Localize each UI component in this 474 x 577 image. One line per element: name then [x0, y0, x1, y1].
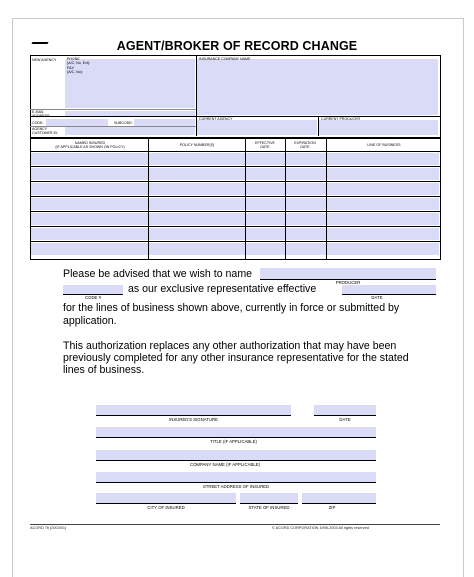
table-col-line	[245, 138, 246, 259]
producer-label: PRODUCER	[335, 280, 361, 285]
table-cell[interactable]	[327, 153, 439, 165]
city-underline	[96, 503, 236, 504]
title-field[interactable]	[96, 427, 376, 437]
divider-line	[318, 116, 319, 136]
city-field[interactable]	[96, 493, 236, 503]
code-field[interactable]	[46, 119, 108, 126]
table-cell[interactable]	[327, 198, 439, 210]
table-cell[interactable]	[149, 153, 245, 165]
table-cell[interactable]	[149, 183, 245, 195]
table-cell[interactable]	[286, 183, 326, 195]
table-cell[interactable]	[246, 198, 285, 210]
insurance-company-name-field[interactable]	[197, 59, 438, 115]
agency-customer-id-label	[32, 127, 58, 135]
table-cell[interactable]	[149, 213, 245, 225]
para1-line1: Please be advised that we wish to name	[63, 268, 253, 280]
table-cell[interactable]	[286, 198, 326, 210]
table-row-line	[30, 166, 440, 167]
table-cell[interactable]	[149, 228, 245, 240]
title-label: TITLE (IF APPLICABLE)	[210, 439, 257, 444]
divider-line	[30, 109, 196, 110]
subcode-label: SUBCODE:	[114, 121, 133, 125]
current-agency-label: CURRENT AGENCY	[199, 117, 233, 121]
state-label: STATE OF INSURED	[248, 505, 290, 510]
zip-label: ZIP	[328, 505, 336, 510]
table-row-line	[30, 211, 440, 212]
new-agency-field[interactable]	[65, 59, 195, 108]
code-number-field[interactable]	[63, 285, 123, 294]
zip-field[interactable]	[302, 493, 376, 503]
company-name-underline	[96, 460, 376, 461]
city-label: CITY OF INSURED	[147, 505, 185, 510]
zip-underline	[302, 503, 376, 504]
table-cell[interactable]	[149, 243, 245, 255]
new-agency-label: NEW AGENCY	[32, 58, 57, 62]
footer-copyright: © ACORD CORPORATION 1995-2003 All rights reserved	[272, 526, 369, 530]
insured-signature-field[interactable]	[96, 405, 291, 415]
code-number-label: CODE #	[85, 295, 101, 300]
divider-line	[196, 55, 197, 136]
insured-signature-label: INSURED'S SIGNATURE	[169, 417, 218, 422]
table-cell[interactable]	[31, 228, 148, 240]
signature-underline	[96, 415, 291, 416]
table-cell[interactable]	[246, 168, 285, 180]
street-address-label: STREET ADDRESS OF INSURED	[202, 484, 270, 489]
table-cell[interactable]	[31, 243, 148, 255]
table-col-line	[285, 138, 286, 259]
title-underline	[96, 437, 376, 438]
col-header-line-of-business: LINE OF BUSINESS	[367, 143, 401, 147]
effective-date-field[interactable]	[342, 285, 436, 294]
date-underline	[314, 415, 376, 416]
table-row-line	[30, 226, 440, 227]
footer-form-number: ACORD 76 (2003/01)	[30, 526, 67, 530]
table-cell[interactable]	[327, 183, 439, 195]
table-cell[interactable]	[31, 168, 148, 180]
table-col-line	[148, 138, 149, 259]
table-row-line	[30, 241, 440, 242]
table-cell[interactable]	[246, 153, 285, 165]
table-cell[interactable]	[31, 198, 148, 210]
col-header-named-insured: NAMED INSURED (IF APPLICABLE AS SHOWN ON POLICY)	[55, 141, 125, 149]
table-cell[interactable]	[149, 168, 245, 180]
state-underline	[240, 503, 298, 504]
phone-label	[67, 57, 90, 65]
col-header-policy-number: POLICY NUMBER(S)	[179, 143, 215, 147]
para1-line4: application.	[63, 315, 117, 327]
signature-date-field[interactable]	[314, 405, 376, 415]
table-row-line	[30, 196, 440, 197]
table-cell[interactable]	[246, 243, 285, 255]
email-label-text: E-MAIL ADDRESS:	[32, 110, 51, 118]
table-header-line	[30, 151, 440, 152]
table-cell[interactable]	[286, 228, 326, 240]
table-cell[interactable]	[31, 183, 148, 195]
producer-field[interactable]	[260, 268, 436, 279]
para1-line2: as our exclusive representative effective	[128, 283, 317, 295]
agency-customer-id-label-text: AGENCY CUSTOMER ID:	[32, 127, 59, 135]
email-label	[32, 110, 50, 118]
table-cell[interactable]	[286, 153, 326, 165]
para2-line1: This authorization replaces any other authorization that may have been	[63, 340, 397, 352]
para1-line3: for the lines of business shown above, currently in force or submitted by	[63, 302, 400, 314]
table-cell[interactable]	[286, 168, 326, 180]
table-cell[interactable]	[327, 228, 439, 240]
fax-label-text: FAX (A/C, No):	[67, 66, 83, 74]
table-cell[interactable]	[31, 213, 148, 225]
current-agency-field[interactable]	[197, 120, 317, 135]
company-name-label: COMPANY NAME (IF APPLICABLE)	[189, 462, 261, 467]
table-col-line	[326, 138, 327, 259]
current-producer-label: CURRENT PRODUCER	[321, 117, 361, 121]
street-address-underline	[96, 482, 376, 483]
signature-date-label: DATE	[339, 417, 351, 422]
code-label: CODE:	[32, 121, 44, 125]
fax-label	[67, 66, 83, 74]
phone-label-text: PHONE (A/C, No, Ext):	[67, 57, 91, 65]
table-cell[interactable]	[327, 213, 439, 225]
table-cell[interactable]	[31, 153, 148, 165]
table-cell[interactable]	[149, 198, 245, 210]
table-cell[interactable]	[246, 183, 285, 195]
street-address-field[interactable]	[96, 472, 376, 482]
table-cell[interactable]	[286, 213, 326, 225]
para2-line2: previously completed for any other insurance representative for the stated	[63, 352, 409, 364]
company-name-field[interactable]	[96, 450, 376, 460]
table-cell[interactable]	[246, 213, 285, 225]
table-cell[interactable]	[327, 168, 439, 180]
current-producer-field[interactable]	[319, 120, 438, 135]
agency-customer-id-field[interactable]	[65, 127, 195, 135]
insurance-company-name-label: INSURANCE COMPANY NAME	[199, 57, 251, 61]
divider-line	[30, 116, 440, 117]
footer-divider	[30, 524, 440, 525]
table-cell[interactable]	[246, 228, 285, 240]
col-header-expiration-date: EXPIRATION DATE	[294, 141, 316, 149]
effective-date-label: DATE	[371, 295, 383, 300]
table-cell[interactable]	[286, 243, 326, 255]
table-row-line	[30, 181, 440, 182]
table-cell[interactable]	[327, 243, 439, 255]
form-title: AGENT/BROKER OF RECORD CHANGE	[116, 39, 358, 53]
col-header-effective-date: EFFECTIVE DATE	[255, 141, 275, 149]
state-field[interactable]	[240, 493, 298, 503]
subcode-field[interactable]	[134, 119, 195, 126]
para2-line3: lines of business.	[63, 364, 145, 376]
